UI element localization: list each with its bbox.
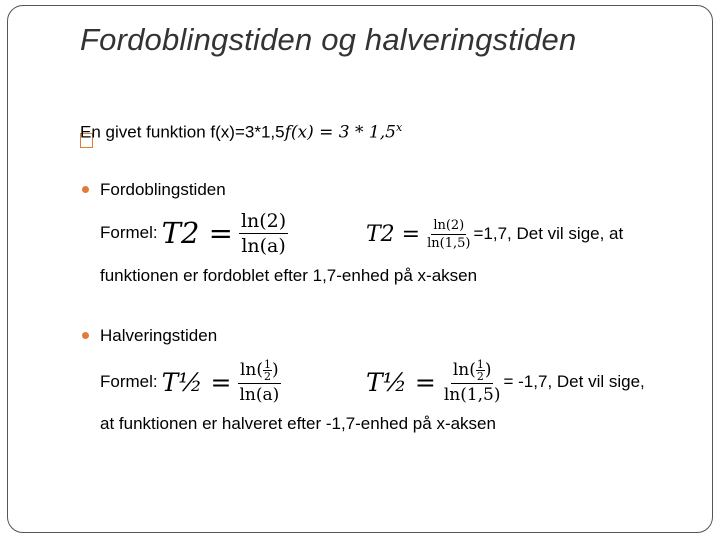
halving-conclusion: at funktionen er halveret efter -1,7-enhed på x-aksen xyxy=(100,414,496,433)
halving-calculation xyxy=(366,346,645,418)
doubling-fraction xyxy=(239,210,288,257)
half-numerator-2: 1 xyxy=(476,358,484,371)
doubling-numerator: ln(2) xyxy=(240,209,287,232)
one-half xyxy=(263,359,272,382)
doubling-T-symbol: T2 = xyxy=(161,216,233,250)
doubling-conclusion: funktionen er fordoblet efter 1,7-enhed på x-aksen xyxy=(100,266,478,285)
half-numerator: 1 xyxy=(264,358,272,371)
halving-num-pre: ln( xyxy=(240,360,264,380)
halving-formula-label: Formel: xyxy=(100,372,158,391)
halving-heading: Halveringstiden xyxy=(100,326,218,345)
doubling-formula-label: Formel: xyxy=(100,223,158,242)
halving-fraction-2 xyxy=(442,359,503,405)
doubling-fraction-2 xyxy=(425,218,472,251)
doubling-heading: Fordoblingstiden xyxy=(100,180,226,199)
doubling-denominator: ln(a) xyxy=(241,234,286,257)
doubling-formula xyxy=(100,200,288,266)
bullet-icon xyxy=(82,186,89,193)
halving-num-pre-2: ln( xyxy=(452,360,476,380)
halving-T-symbol: T½ = xyxy=(161,367,232,397)
intro-line xyxy=(80,121,402,143)
bullet-icon xyxy=(82,332,89,339)
intro-math: f(x) = 3 * 1,5 xyxy=(284,122,396,143)
slide-title: Fordoblingstiden og halveringstiden xyxy=(80,22,577,57)
doubling-numerator-2: ln(2) xyxy=(433,217,465,233)
halving-numerator-2 xyxy=(451,359,494,384)
halving-fraction xyxy=(237,359,281,405)
half-denominator: 2 xyxy=(264,370,272,383)
doubling-calculation xyxy=(366,206,623,262)
halving-denominator-2: ln(1,5) xyxy=(443,385,501,405)
doubling-T2-symbol: T2 = xyxy=(366,221,421,247)
halving-num-post: ) xyxy=(272,360,279,380)
doubling-result: =1,7, Det vil sige, at xyxy=(473,224,624,243)
halving-num-post-2: ) xyxy=(484,360,492,380)
half-denominator-2: 2 xyxy=(476,370,484,383)
halving-numerator xyxy=(238,359,281,384)
doubling-denominator-2: ln(1,5) xyxy=(427,235,471,251)
intro-text: En givet funktion f(x)=3*1,5 xyxy=(80,122,285,142)
halving-result: = -1,7, Det vil sige, xyxy=(503,372,645,391)
intro-exponent: x xyxy=(395,121,403,134)
halving-denominator: ln(a) xyxy=(239,385,280,405)
one-half-2 xyxy=(476,359,485,382)
halving-formula xyxy=(100,346,281,418)
halving-T2-symbol: T½ = xyxy=(366,367,436,397)
